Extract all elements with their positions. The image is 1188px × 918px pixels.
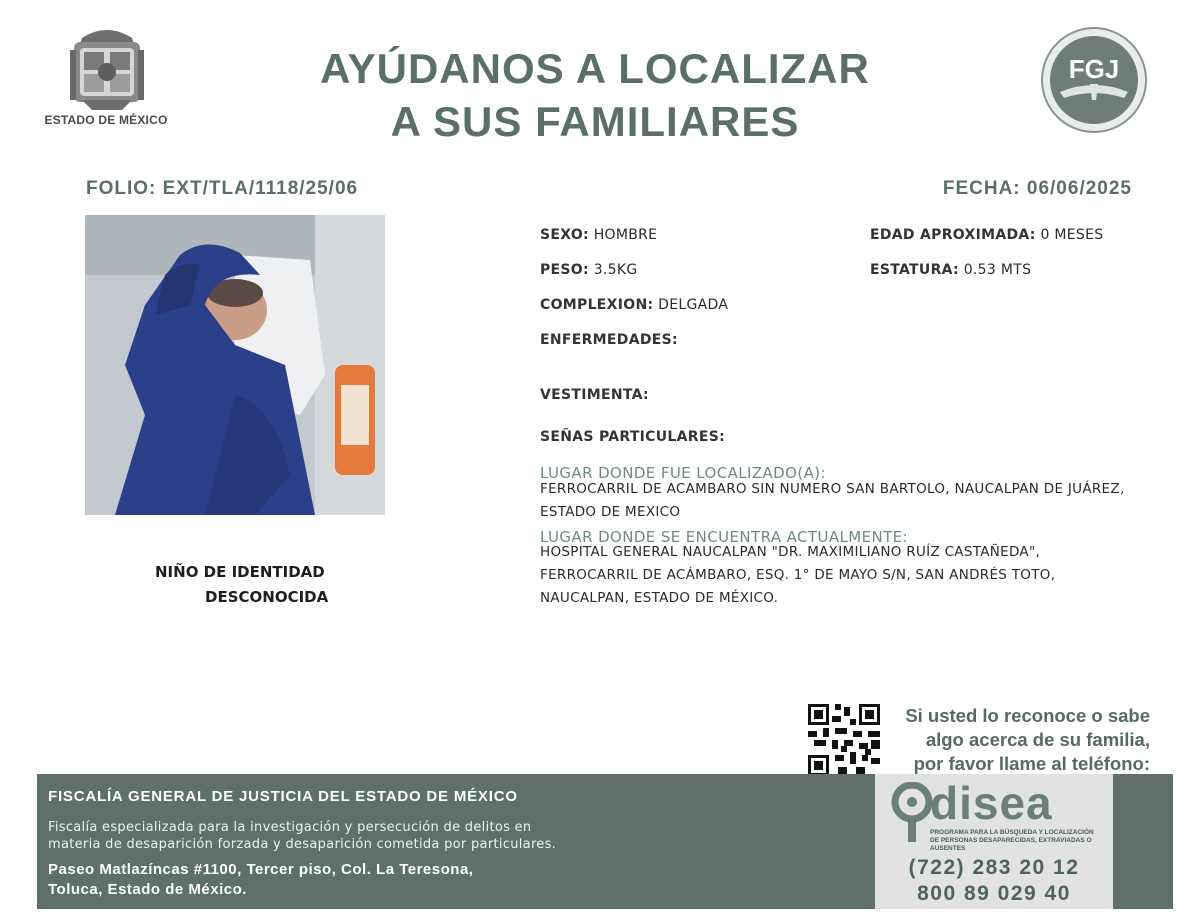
- sexo-label: SEXO:: [540, 227, 589, 243]
- actual-value: [540, 541, 1170, 610]
- actual-line-2: FERROCARRIL DE ACÁMBARO, ESQ. 1° DE MAYO S/N, SAN ANDRÉS TOTO,: [540, 567, 1056, 583]
- odisea-subtitle: PROGRAMA PARA LA BÚSQUEDA Y LOCALIZACIÓN DE PERSONAS DESAPARECIDAS, EXTRAVIADAS O AUSENTES: [930, 829, 1094, 852]
- senas-label: SEÑAS PARTICULARES:: [540, 429, 725, 445]
- actual-label: LUGAR DONDE SE ENCUENTRA ACTUALMENTE:: [540, 528, 909, 546]
- estatura-field: [870, 262, 1031, 278]
- localizado-value: [540, 478, 1170, 524]
- contact-line-1: Si usted lo reconoce o sabe: [905, 705, 1150, 726]
- fgj-logo-icon: [1040, 26, 1148, 134]
- footer-address-line-1: Paseo Matlazíncas #1100, Tercer piso, Col. La Teresona,: [48, 861, 474, 878]
- peso-label: PESO:: [540, 262, 589, 278]
- edad-value: 0 MESES: [1040, 227, 1104, 243]
- odisea-pin-icon: [890, 782, 934, 844]
- fgj-logo-text: FGJ: [1068, 54, 1120, 84]
- enfermedades-label: ENFERMEDADES:: [540, 332, 678, 348]
- complexion-field: [540, 297, 728, 313]
- footer-title: FISCALÍA GENERAL DE JUSTICIA DEL ESTADO DE MÉXICO: [48, 788, 518, 805]
- sexo-field: [540, 227, 657, 243]
- fecha: FECHA: 06/06/2025: [942, 178, 1132, 199]
- localizado-line-2: ESTADO DE MEXICO: [540, 504, 681, 520]
- localizado-label: LUGAR DONDE FUE LOCALIZADO(A):: [540, 464, 826, 482]
- actual-line-3: NAUCALPAN, ESTADO DE MÉXICO.: [540, 590, 779, 606]
- peso-value: 3.5KG: [593, 262, 638, 278]
- peso-field: [540, 262, 637, 278]
- edad-field: [870, 227, 1103, 243]
- footer-address: [48, 860, 608, 900]
- caption-line-1: NIÑO DE IDENTIDAD: [155, 563, 325, 581]
- seal-label: ESTADO DE MÉXICO: [44, 113, 168, 127]
- folio: FOLIO: EXT/TLA/1118/25/06: [86, 178, 359, 199]
- complexion-label: COMPLEXION:: [540, 297, 654, 313]
- enfermedades-field: [540, 332, 678, 348]
- complexion-value: DELGADA: [658, 297, 729, 313]
- estado-de-mexico-seal-icon: [62, 20, 152, 112]
- phone-number-1[interactable]: (722) 283 20 12: [908, 856, 1080, 879]
- estatura-label: ESTATURA:: [870, 262, 959, 278]
- estatura-value: 0.53 MTS: [963, 262, 1032, 278]
- footer-description: [48, 819, 648, 853]
- localizado-line-1: FERROCARRIL DE ACAMBARO SIN NUMERO SAN BARTOLO, NAUCALPAN DE JUÁREZ,: [540, 481, 1125, 497]
- odisea-logo-text: disea: [930, 777, 1053, 829]
- contact-line-3: por favor llame al teléfono:: [913, 753, 1150, 774]
- phone-number-2[interactable]: 800 89 029 40: [917, 882, 1071, 905]
- baby-photo: [85, 215, 385, 515]
- page-title: [300, 42, 890, 148]
- title-line-2: A SUS FAMILIARES: [390, 98, 800, 145]
- footer-desc-line-2: materia de desaparición forzada y desaparición cometida por particulares.: [48, 837, 557, 852]
- title-line-1: AYÚDANOS A LOCALIZAR: [320, 45, 870, 92]
- vestimenta-label: VESTIMENTA:: [540, 387, 649, 403]
- caption-line-2: DESCONOCIDA: [205, 588, 329, 606]
- actual-line-1: HOSPITAL GENERAL NAUCALPAN "DR. MAXIMILIANO RUÍZ CASTAÑEDA",: [540, 544, 1041, 560]
- vestimenta-field: [540, 387, 649, 403]
- qr-code-icon[interactable]: [808, 704, 880, 776]
- edad-label: EDAD APROXIMADA:: [870, 227, 1036, 243]
- photo-caption: [120, 560, 370, 610]
- senas-field: [540, 429, 725, 445]
- footer-desc-line-1: Fiscalía especializada para la investigación y persecución de delitos en: [48, 820, 532, 835]
- contact-message: [878, 704, 1150, 776]
- footer-address-line-2: Toluca, Estado de México.: [48, 881, 247, 898]
- contact-line-2: algo acerca de su familia,: [925, 729, 1150, 750]
- sexo-value: HOMBRE: [593, 227, 658, 243]
